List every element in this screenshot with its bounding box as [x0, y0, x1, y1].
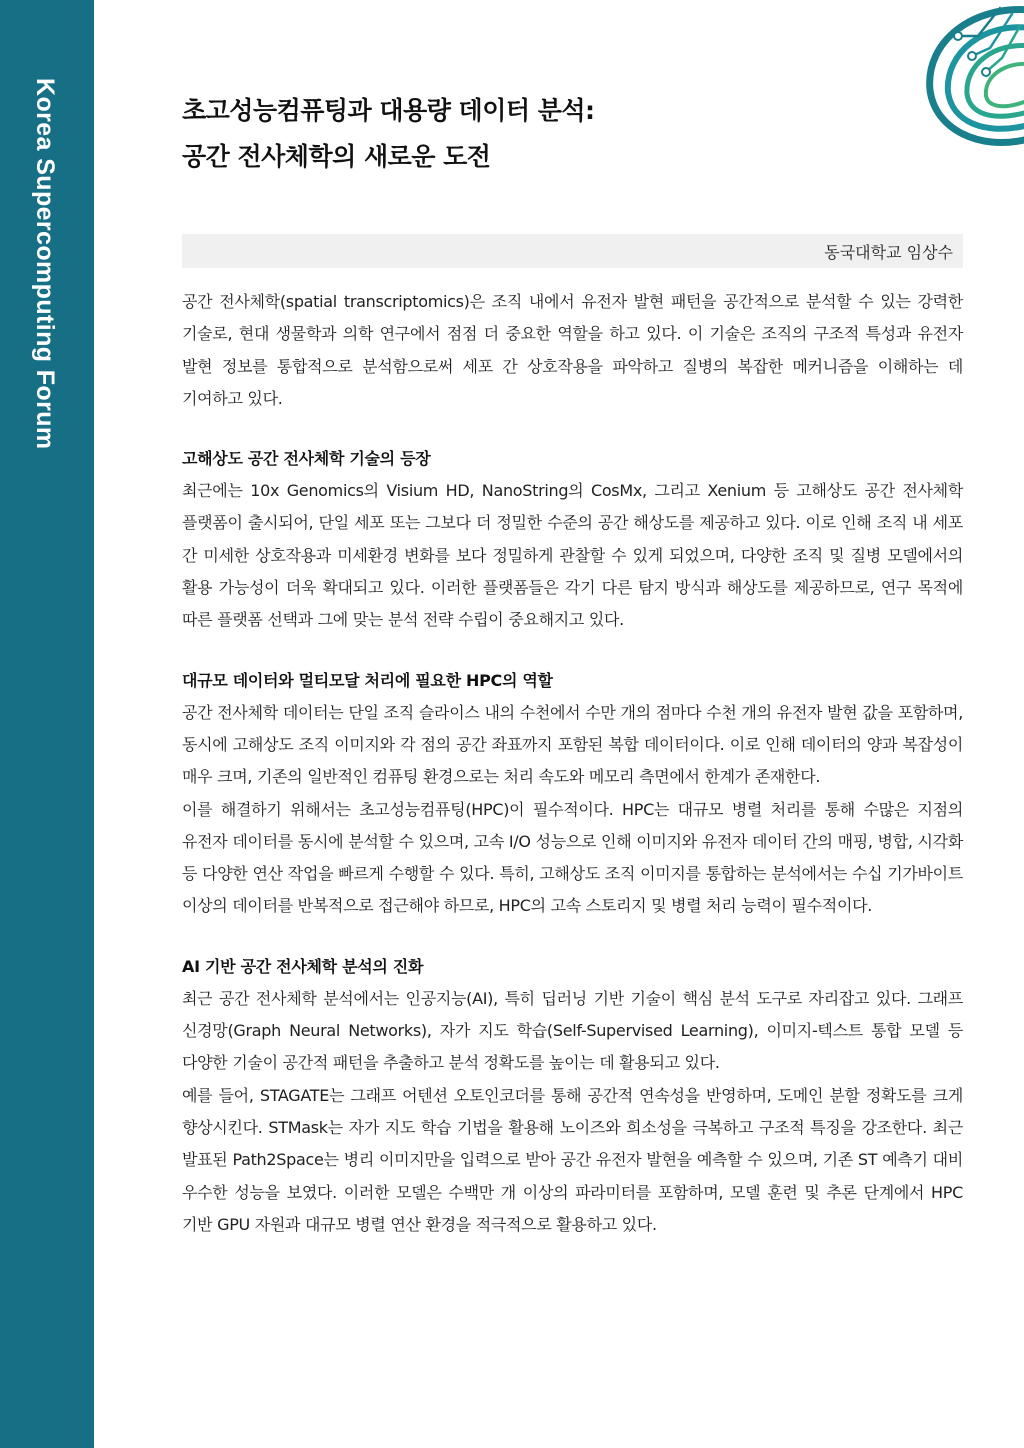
title-line-1: 초고성능컴퓨팅과 대용량 데이터 분석:: [182, 96, 595, 125]
section-heading: AI 기반 공간 전사체학 분석의 진화: [182, 956, 424, 976]
section-paragraph: 최근에는 10x Genomics의 Visium HD, NanoString의 CosMx, 그리고 Xenium 등 고해상도 공간 전사체학 플랫폼이 출시되어, 단일 세포 또는 그보다 더 정밀한 수준의 공간 해상도를 제공하고 있다. 이로 인해 조직 내 세포 간 미세한 상호작용과 미세환경 변화를 보다 정밀하게 관찰할 수 있게 되었으며, 다양한 조직 및 질병 모델에서의 활용 가능성이 더욱 확대되고 있다. 이러한 플랫폼들은 각기 다른 탐지 방식과 해상도를 제공하므로, 연구 목적에 따른 플랫폼 선택과 그에 맞는 분석 전략 수립이 중요해지고 있다.: [182, 481, 963, 630]
section-paragraph: 이를 해결하기 위해서는 초고성능컴퓨팅(HPC)이 필수적이다. HPC는 대규모 병렬 처리를 통해 수많은 지점의 유전자 데이터를 동시에 분석할 수 있으며, 고속 I/O 성능으로 인해 이미지와 유전자 데이터 간의 매핑, 병합, 시각화 등 다양한 연산 작업을 빠르게 수행할 수 있다. 특히, 고해상도 조직 이미지를 통합하는 분석에서는 수십 기가바이트 이상의 데이터를 반복적으로 접근해야 하므로, HPC의 고속 스토리지 및 병렬 처리 능력이 필수적이다.: [182, 799, 963, 916]
section-ai-analysis: [182, 951, 963, 1241]
page-title: [182, 88, 882, 180]
author-bar: [182, 234, 963, 268]
section-hpc-role: [182, 665, 963, 923]
ksf-logo-icon: [880, 0, 1024, 165]
section-hires-technology: [182, 443, 963, 636]
sidebar-forum-name: Korea Supercomputing Forum: [31, 78, 59, 450]
article-body: [182, 286, 963, 1241]
section-paragraph: 예를 들어, STAGATE는 그래프 어텐션 오토인코더를 통해 공간적 연속성을 반영하며, 도메인 분할 정확도를 크게 향상시킨다. STMask는 자가 지도 학습 기법을 활용해 노이즈와 희소성을 극복하고 구조적 특징을 강조한다. 최근 발표된 Path2Space는 병리 이미지만을 입력으로 받아 공간 유전자 발현을 예측할 수 있으며, 기존 ST 예측기 대비 우수한 성능을 보였다. 이러한 모델은 수백만 개 이상의 파라미터를 포함하며, 모델 훈련 및 추론 단계에서 HPC 기반 GPU 자원과 대규모 병렬 연산 환경을 적극적으로 활용하고 있다.: [182, 1085, 963, 1234]
author-name: 동국대학교 임상수: [824, 243, 953, 262]
section-heading: 대규모 데이터와 멀티모달 처리에 필요한 HPC의 역할: [182, 670, 553, 690]
intro-paragraph: 공간 전사체학(spatial transcriptomics)은 조직 내에서 유전자 발현 패턴을 공간적으로 분석할 수 있는 강력한 기술로, 현대 생물학과 의학 연구에서 점점 더 중요한 역할을 하고 있다. 이 기술은 조직의 구조적 특성과 유전자 발현 정보를 통합적으로 분석함으로써 세포 간 상호작용을 파악하고 질병의 복잡한 메커니즘을 이해하는 데 기여하고 있다.: [182, 292, 963, 408]
section-heading: 고해상도 공간 전사체학 기술의 등장: [182, 449, 431, 469]
title-line-2: 공간 전사체학의 새로운 도전: [182, 142, 491, 171]
section-paragraph: 공간 전사체학 데이터는 단일 조직 슬라이스 내의 수천에서 수만 개의 점마다 수천 개의 유전자 발현 값을 포함하며, 동시에 고해상도 조직 이미지와 각 점의 공간 좌표까지 포함된 복합 데이터이다. 이로 인해 데이터의 양과 복잡성이 매우 크며, 기존의 일반적인 컴퓨팅 환경으로는 처리 속도와 메모리 측면에서 한계가 존재한다.: [182, 702, 963, 787]
section-paragraph: 최근 공간 전사체학 분석에서는 인공지능(AI), 특히 딥러닝 기반 기술이 핵심 분석 도구로 자리잡고 있다. 그래프 신경망(Graph Neural Networks), 자가 지도 학습(Self-Supervised Learning), 이미지-텍스트 통합 모델 등 다양한 기술이 공간적 패턴을 추출하고 분석 정확도를 높이는 데 활용되고 있다.: [182, 988, 963, 1073]
sidebar: [0, 0, 94, 1448]
